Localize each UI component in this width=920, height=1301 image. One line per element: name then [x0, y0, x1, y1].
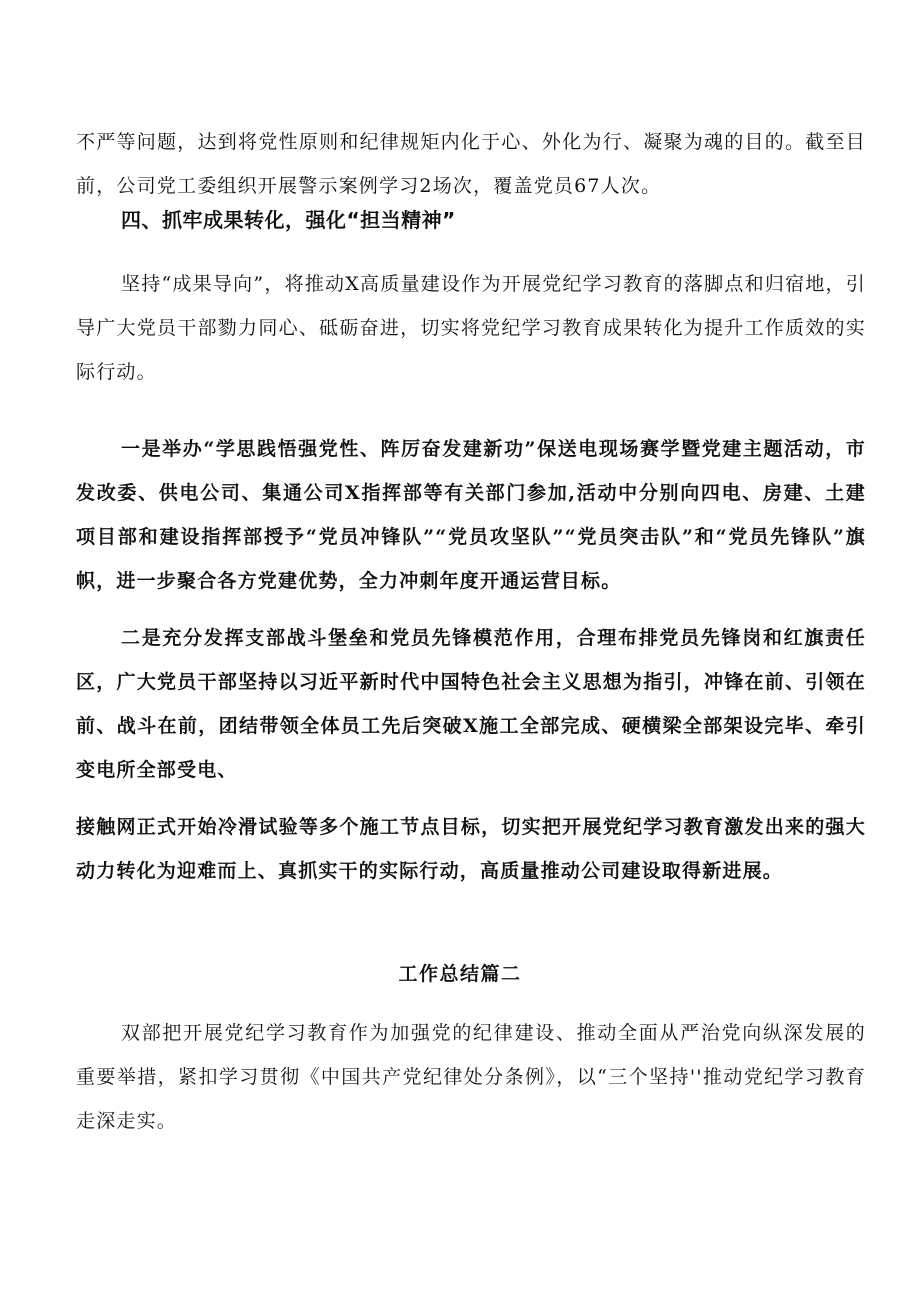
- paragraph-first-measure: 一是举办“学思践悟强党性、阵厉奋发建新功”保送电现场赛学暨党建主题活动，市发改委、供电公司、集通公司X指挥部等有关部门参加,活动中分别向四电、房建、土建项目部和建设指挥部授予“党员冲锋队”“党员攻坚队”“党员突击队”和“党员先锋队”旗帜，进一步聚合各方党建优势，全力冲刺年度开通运营目标。: [76, 438, 866, 592]
- paragraph-second-measure: 二是充分发挥支部战斗堡垒和党员先锋模范作用，合理布排党员先锋岗和红旗责任区，广大党员干部坚持以习近平新时代中国特色社会主义思想为指引，冲锋在前、引领在前、战斗在前，团结带领全体员工先后突破X施工全部完成、硬横梁全部架设完毕、牵引变电所全部受电、: [76, 627, 866, 781]
- paragraph-part-two: 双部把开展党纪学习教育作为加强党的纪律建设、推动全面从严治党向纵深发展的重要举措，紧扣学习贯彻《中国共产党纪律处分条例》，以“三个坚持''推动党纪学习教育走深走实。: [76, 1022, 866, 1132]
- paragraph-outcome: 坚持“成果导向”，将推动X高质量建设作为开展党纪学习教育的落脚点和归宿地，引导广大党员干部勠力同心、砥砺奋进，切实将党纪学习教育成果转化为提升工作质效的实际行动。: [76, 273, 866, 383]
- part-two-title: 工作总结篇二: [398, 963, 522, 985]
- paragraph-intro: 不严等问题，达到将党性原则和纪律规矩内化于心、外化为行、凝聚为魂的目的。截至目前，公司党工委组织开展警示案例学习2场次，覆盖党员67人次。: [76, 131, 866, 197]
- paragraph-continuation: 接触网正式开始冷滑试验等多个施工节点目标，切实把开展党纪学习教育激发出来的强大动力转化为迎难而上、真抓实干的实际行动，高质量推动公司建设取得新进展。: [76, 816, 866, 882]
- section-heading: 四、抓牢成果转化，强化“担当精神”: [121, 208, 456, 232]
